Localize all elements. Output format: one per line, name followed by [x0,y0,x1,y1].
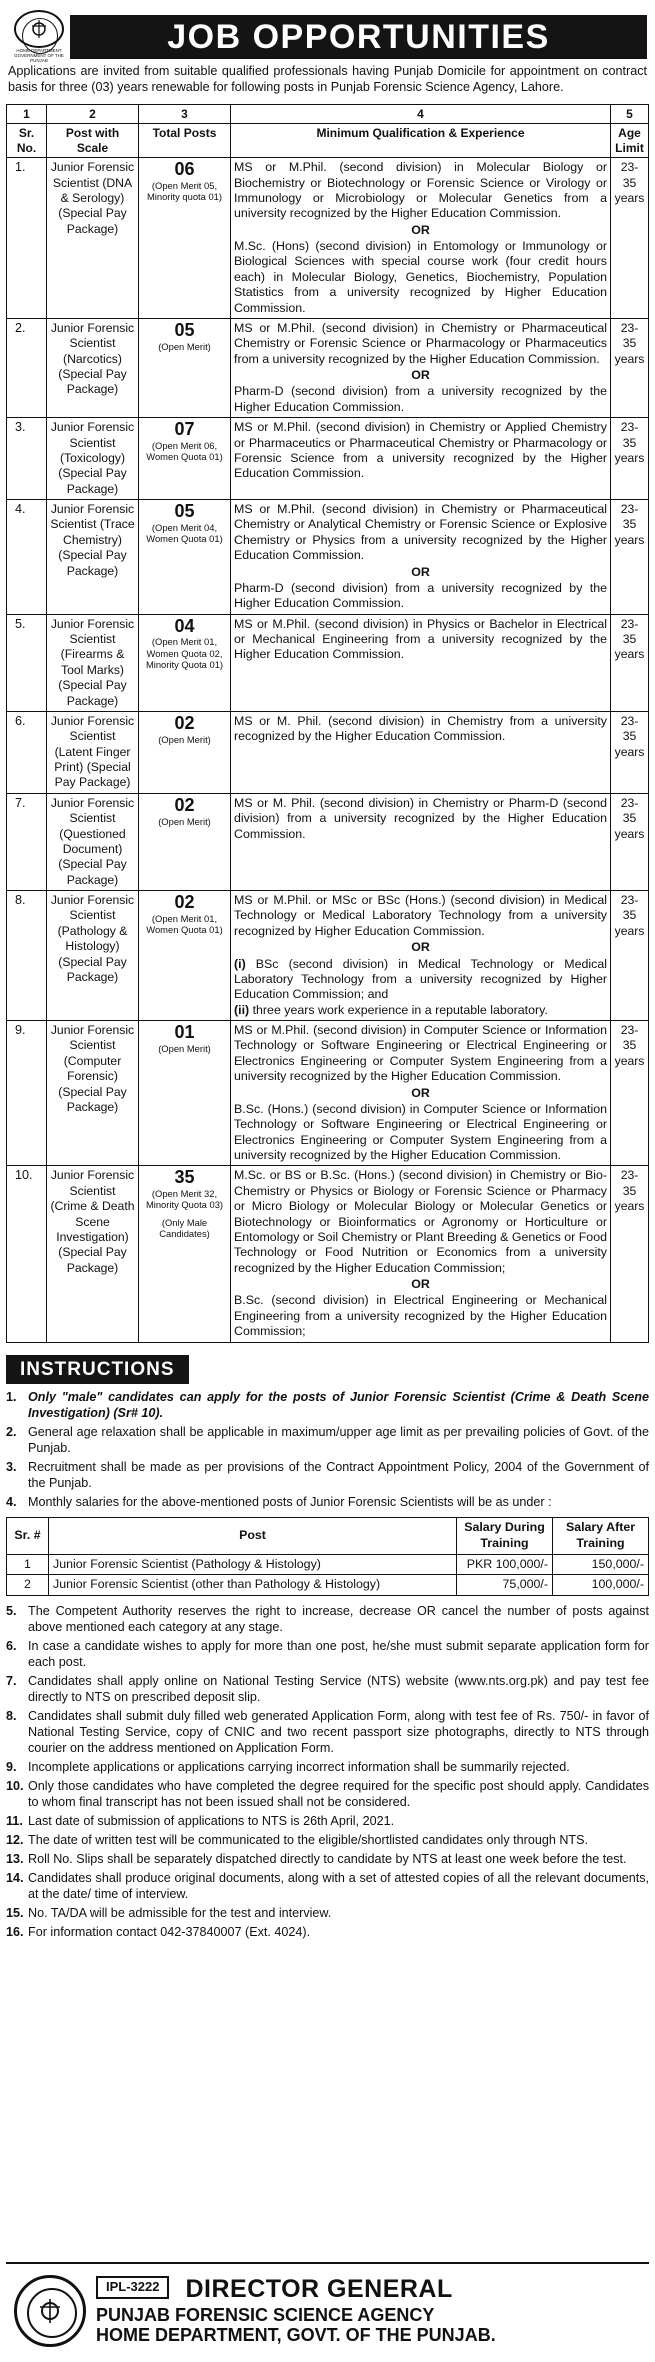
salary-during: 75,000/- [457,1575,553,1596]
item-number: 9. [6,1759,17,1774]
quota-note: (Open Merit 01, Women Quota 01) [146,912,223,936]
row-sr: 9. [7,1021,47,1166]
item-text: In case a candidate wishes to apply for more than one post, he/she must submit separate application form for each post. [28,1638,649,1669]
row-total [139,891,231,1021]
total-count: 01 [174,1022,195,1043]
item-text: General age relaxation shall be applicable in maximum/upper age limit as per prevailing policies of Govt. of the Punjab. [28,1425,649,1456]
item-number: 2. [6,1425,17,1440]
table-row [7,614,649,711]
item-number: 8. [6,1708,17,1723]
item-text: Monthly salaries for the above-mentioned posts of Junior Forensic Scientists will be as under : [28,1495,552,1510]
seal-icon [14,2275,86,2347]
table-row [7,711,649,793]
instructions-list [6,1390,649,1511]
header-total-posts: Total Posts [139,124,231,158]
qualification-alt-text [234,957,607,1003]
list-item [6,1425,649,1457]
column-number: 1 [7,104,47,123]
or-separator: OR [411,940,430,955]
item-text: The date of written test will be communicated to the eligible/shortlisted candidates only through NTS. [28,1832,589,1847]
item-text: Incomplete applications or applications carrying incorrect information shall be summarily rejected. [28,1759,570,1774]
row-total [139,711,231,793]
item-text: Last date of submission of applications to NTS is 26th April, 2021. [28,1813,395,1828]
page-title: JOB OPPORTUNITIES [167,17,550,56]
table-row [7,500,649,615]
row-post: Junior Forensic Scientist (Pathology & Histology) (Special Pay Package) [47,891,139,1021]
row-post: Junior Forensic Scientist (Toxicology) (Special Pay Package) [47,418,139,500]
qualification-alt-text: B.Sc. (second division) in Electrical Engineering or Mechanical Engineering from a university recognized by the Higher Education Commission; [234,1293,607,1339]
quota-note: (Open Merit 01, Women Quota 02, Minority Quota 01) [145,636,224,670]
qualification-text: MS or M.Phil. (second division) in Chemistry or Pharmaceutical Chemistry or Analytical Chemistry or Forensic Science or Explosive Chemistry or Physics from a university recognized by the Higher Education Commission. [234,502,607,563]
row-age: 23-35 years [611,500,649,615]
row-qualification [231,891,611,1021]
row-post: Junior Forensic Scientist (DNA & Serology) (Special Pay Package) [47,158,139,319]
salary-table [6,1517,649,1596]
item-text: No. TA/DA will be admissible for the test and interview. [28,1905,332,1920]
footer-department: HOME DEPARTMENT, GOVT. OF THE PUNJAB. [96,2325,496,2346]
qualification-text: MS or M.Phil. (second division) in Physics or Bachelor in Electrical or Mechanical Engineering from a university recognized by the Higher Education Commission. [234,616,607,662]
table-row [7,318,649,417]
header-qualification: Minimum Qualification & Experience [231,124,611,158]
row-age: 23-35 years [611,614,649,711]
qualification-experience-body: three years work experience in a reputable laboratory. [252,1002,548,1017]
row-post: Junior Forensic Scientist (Computer Forensic) (Special Pay Package) [47,1021,139,1166]
row-post: Junior Forensic Scientist (Trace Chemistry) (Special Pay Package) [47,500,139,615]
qualification-text: MS or M. Phil. (second division) in Chemistry from a university recognized by the Higher Education Commission. [234,713,607,744]
row-age: 23-35 years [611,891,649,1021]
item-number: 14. [6,1870,24,1885]
item-text: Only those candidates who have completed the degree required for the specific post should apply. Candidates to whom final transcript has not been issued shall not be considered. [28,1778,649,1809]
qualification-text: MS or M. Phil. (second division) in Chemistry or Pharm-D (second division) from a university recognized by the Higher Education Commission. [234,795,607,841]
row-qualification [231,1021,611,1166]
table-row [7,418,649,500]
logo-caption-line1: HOME DEPARTMENT [16,48,62,54]
qualification-experience-text [234,1003,607,1018]
qualification-text: MS or M.Phil. (second division) in Molecular Biology or Biochemistry or Biotechnology or Forensic Science or Virology or Immunology or Microbiology or Molecular Genetics from a university recognized by the Higher Education Commission. [234,160,607,221]
item-number: 12. [6,1832,24,1847]
qualification-text: MS or M.Phil. (second division) in Computer Science or Information Technology or Software Engineering or Electrical Engineering or Electronics Engineering or Computer System Engineering from a university recognized by the Higher Education Commission. [234,1023,607,1084]
total-count: 06 [174,159,195,180]
list-item [6,1906,649,1922]
item-text: Recruitment shall be made as per provisions of the Contract Appointment Policy, 2004 of the Government of the Punjab. [28,1460,649,1491]
salary-post: Junior Forensic Scientist (other than Pathology & Histology) [49,1575,457,1596]
row-age: 23-35 years [611,1166,649,1342]
list-item [6,1639,649,1671]
list-item [6,1709,649,1757]
row-sr: 8. [7,891,47,1021]
footer-director: DIRECTOR GENERAL [185,2275,453,2304]
row-total [139,500,231,615]
list-item [6,1460,649,1492]
item-text: Candidates shall submit duly filled web generated Application Form, along with test fee of Rs. 750/- in favor of National Testing Service, copy of CNIC and two recent passport size photographs, directly to NTS through courier on the address mentioned on Application Form. [28,1708,649,1755]
table-row [7,891,649,1021]
table-row [7,1554,649,1575]
salary-sr: 1 [7,1554,49,1575]
header-age-limit: Age Limit [611,124,649,158]
salary-header-sr: Sr. # [7,1518,49,1554]
quota-note: (Open Merit 05, Minority quota 01) [146,179,223,203]
total-count: 07 [174,419,195,440]
qualification-alt-text: Pharm-D (second division) from a university recognized by the Higher Education Commission. [234,384,607,414]
row-total [139,614,231,711]
row-sr: 2. [7,318,47,417]
quota-note: (Open Merit) [158,815,211,827]
title-banner [70,15,647,59]
row-qualification [231,418,611,500]
quota-note: (Open Merit 06, Women Quota 01) [146,439,223,463]
row-age: 23-35 years [611,158,649,319]
item-number: 6. [6,1638,17,1653]
row-age: 23-35 years [611,318,649,417]
item-number: 13. [6,1851,24,1866]
row-qualification [231,500,611,615]
or-separator: OR [411,222,430,237]
qualification-text: MS or M.Phil. or MSc or BSc (Hons.) (second division) in Medical Technology or Medical Laboratory Technology from a university recognized by Higher Education Commission. [234,893,607,938]
row-total [139,418,231,500]
scales-icon [33,2294,67,2328]
row-sr: 3. [7,418,47,500]
or-separator: OR [411,1277,430,1292]
row-sr: 6. [7,711,47,793]
row-qualification [231,793,611,890]
list-item [6,1760,649,1776]
list-label: (ii) [234,1002,250,1017]
row-age: 23-35 years [611,418,649,500]
salary-during: PKR 100,000/- [457,1554,553,1575]
footer-agency: PUNJAB FORENSIC SCIENCE AGENCY [96,2304,435,2325]
row-post: Junior Forensic Scientist (Narcotics) (Special Pay Package) [47,318,139,417]
list-item [6,1390,649,1422]
or-separator: OR [411,368,430,383]
table-row [7,1021,649,1166]
table-row [7,158,649,319]
item-number: 3. [6,1460,17,1475]
row-age: 23-35 years [611,1021,649,1166]
seal-icon [14,10,64,48]
list-item [6,1852,649,1868]
item-text: For information contact 042-37840007 (Ext. 4024). [28,1924,311,1939]
header-row [7,124,649,158]
or-separator: OR [411,564,430,579]
column-number: 4 [231,104,611,123]
total-count: 05 [174,319,195,340]
list-item [6,1833,649,1849]
column-number: 3 [139,104,231,123]
row-age: 23-35 years [611,711,649,793]
instructions-heading: INSTRUCTIONS [6,1355,189,1385]
scales-icon [26,16,52,42]
list-item [6,1674,649,1706]
qualification-alt-text: B.Sc. (Hons.) (second division) in Computer Science or Information Technology or Software Engineering or Electrical Engineering or Electronics Engineering or Computer System Engineering from a university recognized by the Higher Education Commission. [234,1101,607,1163]
item-text: Candidates shall apply online on National Testing Service (NTS) website (www.nts.org.pk) and pay test fee directly to NTS on prescribed deposit slip. [28,1673,649,1704]
or-separator: OR [411,1085,430,1100]
row-post: Junior Forensic Scientist (Firearms & Tool Marks) (Special Pay Package) [47,614,139,711]
header-post: Post with Scale [47,124,139,158]
row-total [139,1021,231,1166]
item-number: 11. [6,1813,23,1828]
row-sr: 1. [7,158,47,319]
item-number: 15. [6,1905,24,1920]
quota-note: (Open Merit) [158,733,211,745]
logo-caption-line2: GOVERNMENT OF THE PUNJAB [14,53,64,64]
row-qualification [231,1166,611,1342]
salary-sr: 2 [7,1575,49,1596]
quota-note-male-only: (Only Male Candidates) [159,1216,210,1240]
item-number: 1. [6,1390,17,1405]
quota-note: (Open Merit) [158,1042,211,1054]
total-count: 02 [174,794,195,815]
intro-paragraph: Applications are invited from suitable qualified professionals having Punjab Domicile for appointment on contract basis for three (03) years renewable for following posts in Punjab Forensic Science Agency, Lahore. [8,64,647,94]
column-number: 5 [611,104,649,123]
item-number: 7. [6,1673,17,1688]
list-item [6,1814,649,1830]
total-count: 05 [174,501,195,522]
qualification-alt-body: BSc (second division) in Medical Technology or Medical Laboratory Technology from a university recognized by Higher Education Commission; and [234,956,607,1002]
header-sr-no: Sr. No. [7,124,47,158]
list-label: (i) [234,956,246,971]
item-number: 10. [6,1778,24,1793]
salary-header-post: Post [49,1518,457,1554]
row-qualification [231,158,611,319]
footer [6,2262,649,2358]
total-count: 02 [174,892,195,913]
row-total [139,318,231,417]
quota-note: (Open Merit) [158,340,211,352]
row-sr: 4. [7,500,47,615]
salary-post: Junior Forensic Scientist (Pathology & Histology) [49,1554,457,1575]
total-count: 02 [174,712,195,733]
row-post: Junior Forensic Scientist (Questioned Document) (Special Pay Package) [47,793,139,890]
ipl-code: IPL-3222 [96,2276,169,2298]
row-qualification [231,614,611,711]
list-item [6,1604,649,1636]
instructions-list-continued [6,1604,649,1941]
item-number: 5. [6,1603,17,1618]
posts-table [6,104,649,1343]
list-item [6,1495,649,1511]
table-row [7,793,649,890]
quota-note: (Open Merit 32, Minority Quota 03) [145,1188,224,1211]
row-qualification [231,318,611,417]
row-sr: 5. [7,614,47,711]
item-text: Roll No. Slips shall be separately dispatched directly to candidate by NTS at least one week before the test. [28,1851,627,1866]
row-age: 23-35 years [611,793,649,890]
column-number: 2 [47,104,139,123]
qualification-text: MS or M.Phil. (second division) in Chemistry or Applied Chemistry or Pharmaceutics or Pharmaceutical Chemistry or Pharmacology or Forensic Science from a university recognized by the Higher Education Commission. [234,420,607,481]
row-qualification [231,711,611,793]
row-total [139,158,231,319]
quota-note: (Open Merit 04, Women Quota 01) [146,521,223,545]
list-item [6,1779,649,1811]
qualification-alt-text: M.Sc. (Hons) (second division) in Entomology or Immunology or Biological Sciences with special course work (four credit hours each) in Molecular Biology, Genetics, Biochemistry, Population Statistics from a university recognized by Higher Education Commission. [234,239,607,315]
total-count: 04 [174,615,195,636]
list-item [6,1925,649,1941]
table-row [7,1166,649,1342]
row-sr: 10. [7,1166,47,1342]
salary-after: 100,000/- [553,1575,649,1596]
salary-header-during: Salary During Training [457,1518,553,1554]
row-post: Junior Forensic Scientist (Crime & Death Scene Investigation) (Special Pay Package) [47,1166,139,1342]
qualification-alt-text: Pharm-D (second division) from a university recognized by the Higher Education Commission. [234,580,607,611]
qualification-text: MS or M.Phil. (second division) in Chemistry or Pharmaceutical Chemistry or Forensic Science or Pharmacology or Pharmaceutics from a university recognized by the Higher Education Commission. [234,320,607,366]
total-count: 35 [174,1167,195,1188]
qualification-text: M.Sc. or BS or B.Sc. (Hons.) (second division) in Chemistry or Bio-Chemistry or Physics or Biology or Forensic Science or Pharmacy or Micro Biology or Molecular Biology or Molecular Genetics or Biotechnology or Bioinformatics or Agronomy or Horticulture or Entomology or Soil Chemistry or Plant Breeding & Genetics or Food Technology or Food Nutrition or Economics from a university recognized by the Higher Education Commission; [234,1168,607,1275]
salary-header-row [7,1518,649,1554]
item-text: Only "male" candidates can apply for the posts of Junior Forensic Scientist (Crime & Death Scene Investigation) (Sr# 10). [28,1390,649,1421]
item-text: The Competent Authority reserves the right to increase, decrease OR cancel the number of posts against above mentioned each category at any stage. [28,1603,649,1634]
salary-header-after: Salary After Training [553,1518,649,1554]
agency-logo [14,10,64,64]
item-text: Candidates shall produce original documents, along with a set of attested copies of all the relevant documents, at the date/ time of interview. [28,1870,649,1901]
footer-logo [10,2269,90,2353]
list-item [6,1871,649,1903]
item-number: 16. [6,1924,24,1939]
row-total [139,793,231,890]
footer-text-block [90,2276,649,2346]
row-sr: 7. [7,793,47,890]
item-number: 4. [6,1495,17,1510]
table-row [7,1575,649,1596]
salary-after: 150,000/- [553,1554,649,1575]
row-total [139,1166,231,1342]
row-post: Junior Forensic Scientist (Latent Finger Print) (Special Pay Package) [47,711,139,793]
column-number-row [7,104,649,123]
